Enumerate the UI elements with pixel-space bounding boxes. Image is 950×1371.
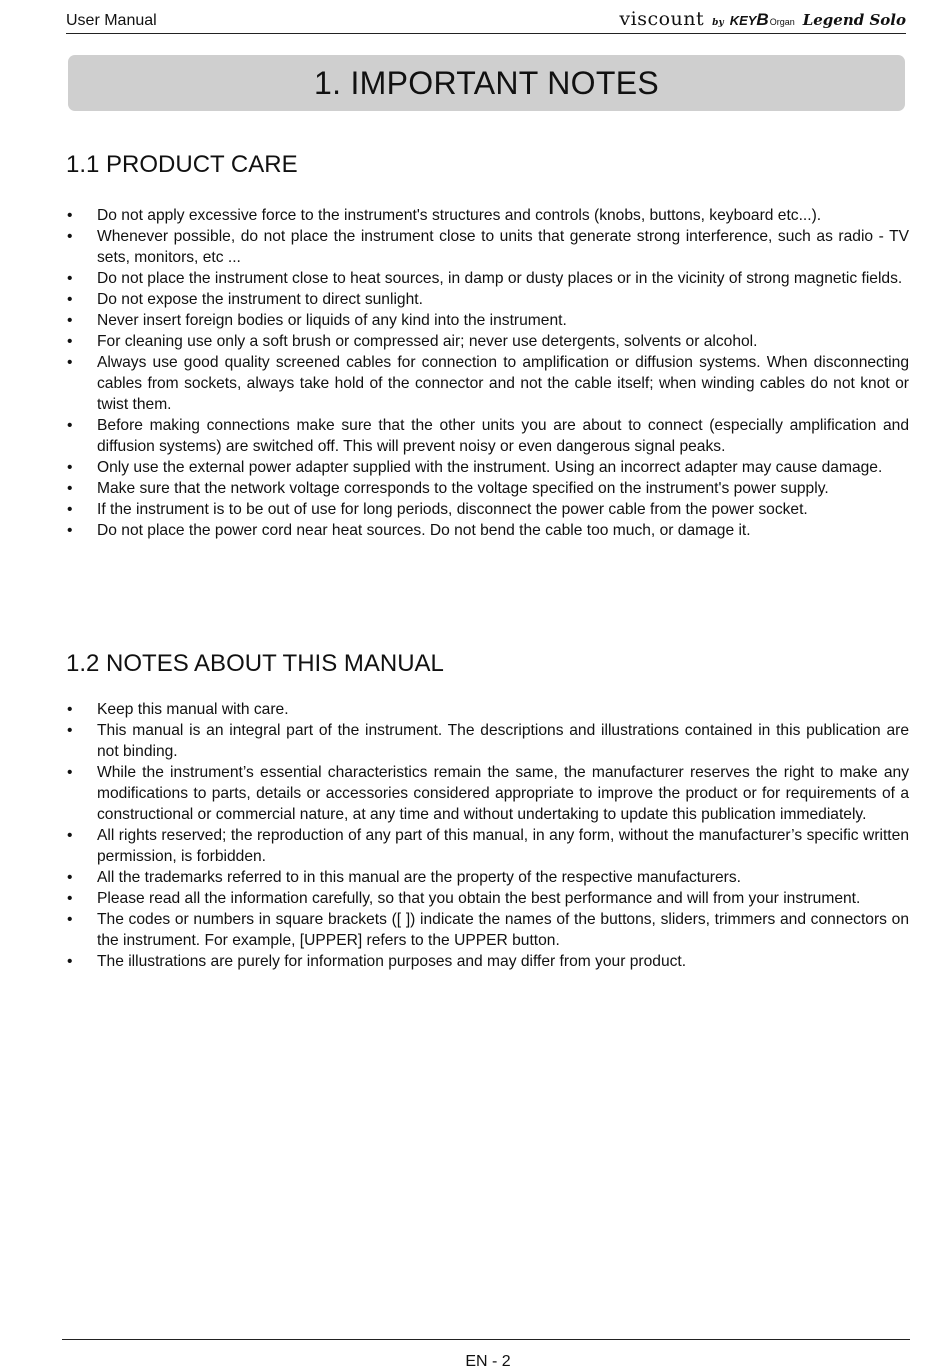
manual-notes-list (66, 699, 909, 972)
chapter-title-banner (68, 55, 905, 111)
list-item-text: Before making connections make sure that the other units you are about to connect (especially amplification and diffusion systems) are switched off. This will prevent noisy or even dangerous signal peaks. (97, 417, 909, 455)
page-header (66, 8, 906, 34)
list-item-text: Do not expose the instrument to direct sunlight. (97, 291, 423, 308)
bullet-icon: • (67, 312, 73, 329)
list-item (66, 825, 909, 867)
list-item (66, 478, 909, 499)
list-item (66, 289, 909, 310)
bullet-icon: • (67, 764, 73, 781)
bullet-icon: • (67, 291, 73, 308)
bullet-icon: • (67, 722, 73, 739)
list-item (66, 499, 909, 520)
brand-by: by (712, 18, 724, 28)
list-item (66, 762, 909, 825)
list-item (66, 415, 909, 457)
list-item-text: Always use good quality screened cables for connection to amplification or diffusion systems. When disconnecting cables from sockets, always take hold of the connector and not the cable itself; when winding cables do not knot or twist them. (97, 354, 909, 413)
page-number: EN - 2 (465, 1353, 511, 1370)
list-item (66, 226, 909, 268)
list-item-text: The codes or numbers in square brackets ([ ]) indicate the names of the buttons, sliders, trimmers and connectors on the instrument. For example, [UPPER] refers to the UPPER button. (97, 911, 909, 949)
bullet-icon: • (67, 417, 73, 434)
header-divider (66, 33, 906, 34)
header-doc-type: User Manual (66, 12, 157, 29)
bullet-icon: • (67, 207, 73, 224)
brand-product-name: Legend Solo (802, 11, 906, 29)
list-item (66, 352, 909, 415)
bullet-icon: • (67, 869, 73, 886)
brand-key: KEY (729, 13, 757, 28)
bullet-icon: • (67, 270, 73, 287)
list-item-text: Please read all the information carefully, so that you obtain the best performance and will from your instrument. (97, 890, 861, 907)
bullet-icon: • (67, 827, 73, 844)
bullet-icon: • (67, 522, 73, 539)
list-item (66, 331, 909, 352)
bullet-icon: • (67, 480, 73, 497)
list-item-text: Whenever possible, do not place the instrument close to units that generate strong interference, such as radio - TV sets, monitors, etc ... (97, 228, 909, 266)
list-item-text: Make sure that the network voltage corresponds to the voltage specified on the instrument's power supply. (97, 480, 829, 497)
product-care-list (66, 205, 909, 541)
list-item-text: Only use the external power adapter supplied with the instrument. Using an incorrect adapter may cause damage. (97, 459, 883, 476)
brand-organ: Organ (769, 17, 795, 27)
list-item (66, 205, 909, 226)
bullet-icon: • (67, 890, 73, 907)
list-item (66, 720, 909, 762)
bullet-icon: • (67, 333, 73, 350)
list-item (66, 867, 909, 888)
list-item (66, 268, 909, 289)
list-item-text: All the trademarks referred to in this manual are the property of the respective manufacturers. (97, 869, 741, 886)
list-item-text: Keep this manual with care. (97, 701, 289, 718)
bullet-icon: • (67, 228, 73, 245)
header-brand-logo (619, 8, 906, 30)
list-item (66, 457, 909, 478)
bullet-icon: • (67, 953, 73, 970)
bullet-icon: • (67, 701, 73, 718)
list-item-text: Never insert foreign bodies or liquids of any kind into the instrument. (97, 312, 567, 329)
bullet-icon: • (67, 354, 73, 371)
list-item (66, 888, 909, 909)
list-item (66, 520, 909, 541)
brand-b: B (756, 10, 769, 29)
brand-viscount: viscount (619, 8, 705, 30)
bullet-icon: • (67, 911, 73, 928)
list-item (66, 909, 909, 951)
list-item-text: All rights reserved; the reproduction of any part of this manual, in any form, without the manufacturer’s specific written permission, is forbidden. (97, 827, 909, 865)
list-item-text: If the instrument is to be out of use for long periods, disconnect the power cable from the power socket. (97, 501, 808, 518)
section-title-manual-notes: 1.2 NOTES ABOUT THIS MANUAL (66, 650, 444, 677)
list-item-text: For cleaning use only a soft brush or compressed air; never use detergents, solvents or alcohol. (97, 333, 758, 350)
list-item-text: Do not apply excessive force to the instrument's structures and controls (knobs, buttons, keyboard etc...). (97, 207, 822, 224)
footer-divider (62, 1339, 910, 1340)
list-item-text: While the instrument’s essential characteristics remain the same, the manufacturer reserves the right to make any modifications to parts, details or accessories considered appropriate to improve the product or for requirements of a constructional or commercial nature, at any time and without undertaking to update this publication immediately. (97, 764, 909, 823)
list-item-text: This manual is an integral part of the instrument. The descriptions and illustrations contained in this publication are not binding. (97, 722, 909, 760)
list-item-text: Do not place the power cord near heat sources. Do not bend the cable too much, or damage it. (97, 522, 751, 539)
list-item-text: The illustrations are purely for information purposes and may differ from your product. (97, 953, 687, 970)
list-item (66, 310, 909, 331)
list-item-text: Do not place the instrument close to heat sources, in damp or dusty places or in the vicinity of strong magnetic fields. (97, 270, 903, 287)
section-title-product-care: 1.1 PRODUCT CARE (66, 151, 298, 178)
list-item (66, 951, 909, 972)
list-item (66, 699, 909, 720)
bullet-icon: • (67, 501, 73, 518)
bullet-icon: • (67, 459, 73, 476)
chapter-title: 1. IMPORTANT NOTES (313, 64, 659, 101)
